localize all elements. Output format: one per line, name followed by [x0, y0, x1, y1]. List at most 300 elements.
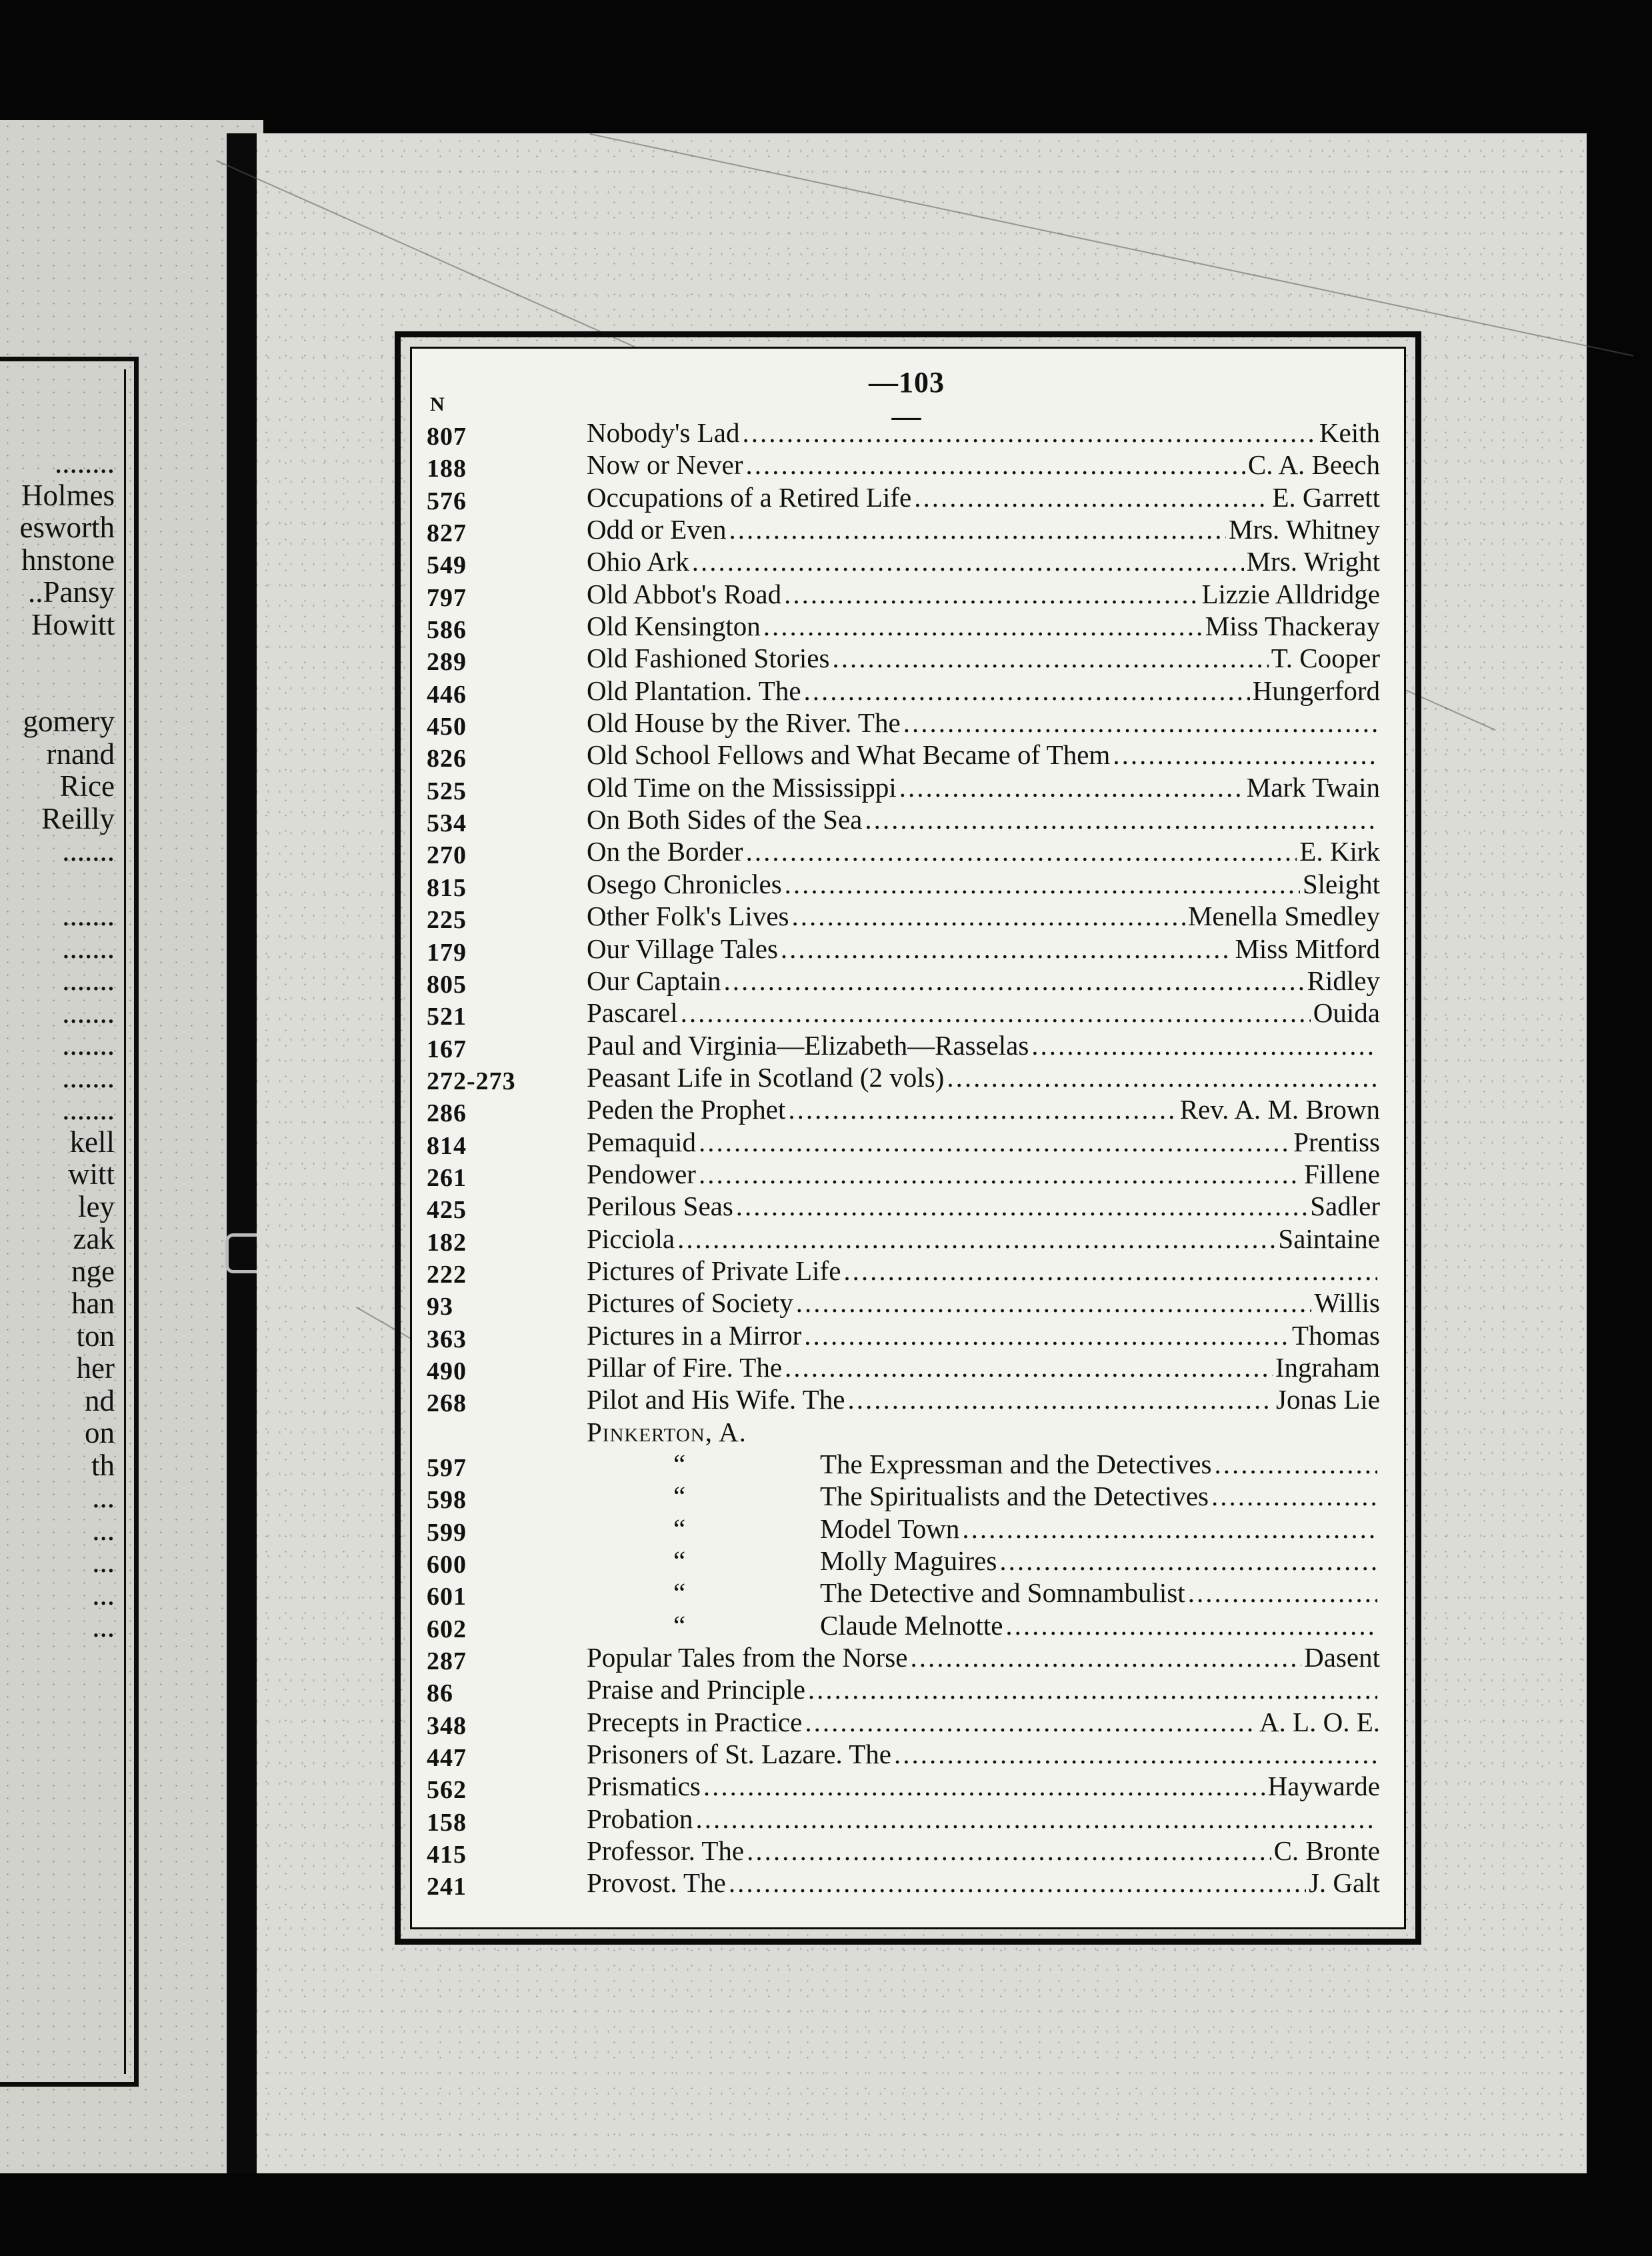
dot-leader	[903, 707, 1377, 733]
previous-page-line: .......	[62, 1029, 115, 1061]
entry-text	[820, 1609, 1380, 1641]
dot-leader	[703, 1770, 1265, 1797]
entry-text	[587, 1803, 1380, 1835]
entry-text	[587, 933, 1380, 965]
dot-leader	[1214, 1448, 1377, 1475]
dot-leader	[804, 1319, 1289, 1346]
previous-page-line: rnand	[46, 737, 115, 770]
entry-author: Miss Mitford	[1235, 933, 1380, 964]
catalog-number: 599	[427, 1518, 467, 1547]
book-spine	[227, 133, 257, 2173]
catalog-number: 272-273	[427, 1067, 516, 1095]
previous-page-line: Howitt	[31, 608, 115, 641]
previous-page-line: ...	[92, 1611, 115, 1643]
entry-text	[587, 545, 1380, 577]
catalog-number: 797	[427, 583, 467, 612]
previous-page-text	[0, 447, 115, 1643]
catalog-number: 521	[427, 1003, 467, 1031]
entry-title: Model Town	[820, 1513, 960, 1544]
entry-title: On the Border	[587, 836, 743, 867]
entry-author: J. Galt	[1308, 1867, 1380, 1899]
entry-text	[587, 1738, 1380, 1770]
catalog-number: 600	[427, 1551, 467, 1579]
entry-text	[587, 513, 1380, 545]
entry-text	[587, 1126, 1380, 1158]
dot-leader	[785, 868, 1300, 895]
entry-title: Pillar of Fire. The	[587, 1351, 783, 1383]
entry-author: Fillene	[1304, 1158, 1380, 1189]
previous-page-line: .......	[62, 931, 115, 964]
catalog-entry	[427, 1738, 1380, 1773]
entry-title: Perilous Seas	[587, 1191, 733, 1222]
entry-author: Jonas Lie	[1276, 1384, 1380, 1415]
entry-title: On Both Sides of the Sea	[587, 804, 863, 835]
dot-leader	[788, 1093, 1177, 1120]
catalog-entry	[427, 1383, 1380, 1418]
catalog-entry	[427, 1158, 1380, 1190]
catalog-entry	[427, 1673, 1380, 1708]
entry-title: Paul and Virginia—Elizabeth—Rasselas	[587, 1029, 1029, 1061]
entry-title: Molly Maguires	[820, 1545, 997, 1577]
catalog-entry	[427, 835, 1380, 870]
dot-leader	[1188, 1577, 1377, 1603]
entry-title: Nobody's Lad	[587, 417, 740, 448]
dot-leader	[695, 1803, 1377, 1829]
dot-leader	[681, 997, 1311, 1023]
entry-text	[587, 1867, 1380, 1899]
entry-text	[587, 642, 1380, 674]
catalog-entry	[427, 868, 1380, 900]
entry-title: Picciola	[587, 1223, 675, 1254]
entry-title: Pictures of Society	[587, 1287, 793, 1319]
dot-leader	[847, 1383, 1273, 1410]
previous-page-line	[0, 641, 115, 673]
previous-page-line: han	[71, 1287, 115, 1320]
entry-text	[587, 1158, 1380, 1190]
entry-title: Old Time on the Mississippi	[587, 771, 897, 803]
catalog-entry	[427, 1609, 1380, 1641]
entry-text	[820, 1480, 1380, 1512]
entry-title: Old Plantation. The	[587, 675, 801, 706]
entry-text	[587, 675, 1380, 707]
entry-text	[587, 1190, 1380, 1222]
catalog-number: 490	[427, 1357, 467, 1385]
previous-page-line: .......	[62, 835, 115, 867]
previous-page-line: esworth	[19, 511, 115, 544]
entry-text	[587, 1287, 1380, 1319]
entry-author: Miss Thackeray	[1205, 611, 1380, 642]
dot-leader	[843, 1255, 1377, 1281]
catalog-number: 179	[427, 938, 467, 967]
previous-page-line: ley	[78, 1190, 115, 1223]
entry-author: Ouida	[1313, 997, 1380, 1029]
catalog-number: 222	[427, 1260, 467, 1289]
entry-title: The Spiritualists and the Detectives	[820, 1481, 1209, 1512]
catalog-entry	[427, 1577, 1380, 1609]
catalog-number: 576	[427, 487, 467, 515]
previous-page-line: .......	[62, 996, 115, 1029]
previous-page-line: ...	[92, 1578, 115, 1611]
entry-author: Hungerford	[1252, 675, 1380, 706]
previous-page-line: ...	[92, 1481, 115, 1514]
entry-author: E. Kirk	[1299, 836, 1380, 867]
catalog-number: 158	[427, 1808, 467, 1837]
dot-leader	[746, 835, 1297, 862]
entry-text	[587, 1061, 1380, 1093]
entry-text	[820, 1545, 1380, 1577]
catalog-entry	[427, 1029, 1380, 1061]
catalog-entry	[427, 449, 1380, 481]
catalog-entry	[427, 417, 1380, 449]
catalog-number: 805	[427, 970, 467, 999]
catalog-number: 268	[427, 1389, 467, 1418]
entry-text	[587, 900, 1380, 932]
dot-leader	[1031, 1029, 1377, 1056]
entry-author: Saintaine	[1278, 1223, 1380, 1254]
entry-title: Ohio Ark	[587, 546, 689, 577]
entry-author: Ridley	[1307, 965, 1380, 996]
entry-text	[587, 739, 1380, 771]
catalog-entry	[427, 1319, 1380, 1351]
entry-title: Old House by the River. The	[587, 707, 901, 739]
entry-author: Mrs. Wright	[1246, 546, 1380, 577]
dot-leader	[699, 1158, 1301, 1185]
catalog-number: 93	[427, 1293, 453, 1321]
catalog-number: 597	[427, 1454, 467, 1482]
catalog-entry	[427, 1770, 1380, 1805]
ditto-mark: “	[673, 1513, 686, 1544]
catalog-entry	[427, 771, 1380, 803]
entry-text	[587, 868, 1380, 900]
catalog-number: 446	[427, 680, 467, 709]
catalog-entry	[427, 803, 1380, 838]
entry-title: Occupations of a Retired Life	[587, 481, 912, 513]
catalog-number: 241	[427, 1873, 467, 1901]
previous-page-line: ..Pansy	[27, 576, 115, 609]
catalog-number: 602	[427, 1615, 467, 1643]
dot-leader	[746, 449, 1245, 475]
catalog-entry	[427, 545, 1380, 580]
entry-author: Sadler	[1310, 1191, 1380, 1222]
entry-title: Peden the Prophet	[587, 1094, 786, 1125]
dot-leader	[832, 642, 1268, 669]
dot-leader	[784, 578, 1199, 605]
entry-text	[587, 965, 1380, 997]
catalog-entry	[427, 1061, 1380, 1093]
dot-leader	[781, 933, 1233, 959]
previous-page-line: th	[91, 1449, 115, 1481]
previous-page	[0, 120, 263, 2173]
catalog-number: 598	[427, 1486, 467, 1515]
catalog-entry	[427, 1835, 1380, 1867]
catalog-number: 348	[427, 1711, 467, 1740]
entry-text	[587, 1319, 1380, 1351]
dot-leader	[947, 1061, 1377, 1088]
dot-leader	[724, 965, 1305, 991]
catalog-entry	[427, 1351, 1380, 1383]
dot-leader	[805, 1706, 1257, 1733]
entry-author: Willis	[1314, 1287, 1380, 1319]
entry-title: Prisoners of St. Lazare. The	[587, 1739, 891, 1770]
entry-title: The Expressman and the Detectives	[820, 1449, 1212, 1479]
entry-text	[587, 1029, 1380, 1061]
entry-title: Old School Fellows and What Became of Them	[587, 739, 1111, 771]
entry-text	[587, 1255, 1380, 1287]
ditto-mark: “	[673, 1577, 686, 1609]
catalog-number: 289	[427, 648, 467, 677]
entry-author: Menella Smedley	[1187, 901, 1380, 932]
dot-leader	[999, 1545, 1377, 1571]
author-heading-wrap	[587, 1416, 1380, 1448]
entry-author: Thomas	[1291, 1319, 1380, 1351]
catalog-entry	[427, 481, 1380, 513]
previous-page-line: on	[85, 1417, 115, 1449]
catalog-number: 827	[427, 519, 467, 548]
entry-text	[587, 481, 1380, 513]
catalog-entry	[427, 965, 1380, 997]
entry-text	[587, 1383, 1380, 1415]
previous-page-line: gomery	[23, 705, 115, 738]
catalog-number: 270	[427, 841, 467, 870]
previous-page-line: nge	[71, 1255, 115, 1287]
entry-title: Provost. The	[587, 1867, 726, 1899]
catalog-number: 815	[427, 873, 467, 902]
previous-page-line: ton	[76, 1319, 115, 1352]
previous-page-line: .......	[62, 1061, 115, 1093]
dot-leader	[742, 417, 1316, 443]
previous-page-line: .......	[62, 964, 115, 997]
entry-title: Pemaquid	[587, 1126, 696, 1157]
entry-text	[587, 1706, 1380, 1738]
entry-author: Prentiss	[1293, 1126, 1380, 1157]
entry-title: Old Kensington	[587, 611, 761, 642]
catalog-number: 261	[427, 1163, 467, 1192]
previous-page-line: .......	[62, 899, 115, 932]
catalog-list	[427, 417, 1380, 1899]
catalog-entry	[427, 1545, 1380, 1577]
entry-title: Old Abbot's Road	[587, 578, 782, 609]
author-heading: Pinkerton, A.	[587, 1416, 747, 1447]
entry-title: Now or Never	[587, 449, 743, 481]
catalog-entry	[427, 1803, 1380, 1835]
previous-page-line: her	[76, 1352, 115, 1385]
dot-leader	[796, 1287, 1312, 1313]
catalog-entry	[427, 900, 1380, 935]
dot-leader	[962, 1513, 1377, 1539]
entry-author: Keith	[1319, 417, 1380, 448]
catalog-entry	[427, 1255, 1380, 1287]
previous-page-line: Reilly	[41, 802, 115, 835]
catalog-entry	[427, 1287, 1380, 1319]
previous-page-line	[0, 867, 115, 900]
previous-page-line: ...	[92, 1546, 115, 1579]
entry-text	[587, 1770, 1380, 1802]
entry-author: Rev. A. M. Brown	[1179, 1094, 1380, 1125]
entry-title: Precepts in Practice	[587, 1706, 803, 1737]
catalog-entry	[427, 642, 1380, 677]
entry-title: Pictures of Private Life	[587, 1255, 841, 1286]
entry-text	[587, 803, 1380, 835]
previous-page-line: .......	[62, 1093, 115, 1126]
scratch-mark	[590, 133, 1633, 357]
entry-title: Other Folk's Lives	[587, 901, 789, 932]
catalog-entry	[427, 1641, 1380, 1676]
dot-leader	[910, 1641, 1301, 1668]
catalog-number: 182	[427, 1228, 467, 1257]
entry-author: E. Garrett	[1272, 481, 1380, 513]
dot-leader	[1113, 739, 1377, 765]
entry-text	[587, 578, 1380, 610]
entry-title: Prismatics	[587, 1771, 701, 1802]
entry-author: Ingraham	[1275, 1351, 1380, 1383]
ditto-mark: “	[673, 1545, 686, 1577]
ditto-mark: “	[673, 1609, 686, 1641]
previous-page-line	[0, 673, 115, 706]
entry-author: T. Cooper	[1271, 643, 1380, 674]
entry-title: Our Village Tales	[587, 933, 778, 964]
catalog-entry	[427, 1093, 1380, 1128]
entry-text	[587, 997, 1380, 1029]
dot-leader	[785, 1351, 1273, 1378]
catalog-number: 534	[427, 809, 467, 838]
entry-text	[587, 707, 1380, 739]
catalog-number: 167	[427, 1035, 467, 1063]
previous-page-line: ...	[92, 1513, 115, 1546]
catalog-entry	[427, 1706, 1380, 1738]
entry-title: Our Captain	[587, 965, 721, 996]
previous-page-line: Holmes	[21, 479, 115, 511]
dot-leader	[729, 513, 1226, 540]
catalog-entry	[427, 1448, 1380, 1480]
dot-leader	[808, 1673, 1377, 1700]
page-number: —103—	[869, 366, 945, 433]
entry-title: Praise and Principle	[587, 1674, 805, 1705]
previous-page-line: witt	[67, 1158, 115, 1191]
catalog-number: 549	[427, 551, 467, 580]
catalog-number: 415	[427, 1841, 467, 1869]
entry-author: Mark Twain	[1246, 771, 1380, 803]
dot-leader	[747, 1835, 1271, 1861]
catalog-number: 188	[427, 455, 467, 483]
catalog-number: 286	[427, 1099, 467, 1128]
catalog-entry	[427, 1126, 1380, 1158]
catalog-number: 601	[427, 1583, 467, 1611]
author-heading-row	[427, 1416, 1380, 1448]
ditto-mark: “	[673, 1481, 686, 1512]
entry-text	[587, 1673, 1380, 1705]
previous-page-line: nd	[85, 1384, 115, 1417]
entry-author: C. A. Beech	[1247, 449, 1380, 481]
entry-author: C. Bronte	[1273, 1835, 1380, 1867]
dot-leader	[791, 900, 1185, 927]
entry-title: Pictures in a Mirror	[587, 1319, 802, 1351]
dot-leader	[729, 1867, 1306, 1893]
dot-leader	[692, 545, 1244, 572]
entry-title: Probation	[587, 1803, 693, 1834]
catalog-entry	[427, 578, 1380, 610]
catalog-number: 525	[427, 777, 467, 805]
entry-author: Lizzie Alldridge	[1201, 578, 1380, 609]
entry-author: A. L. O. E.	[1259, 1706, 1380, 1737]
entry-text	[587, 1835, 1380, 1867]
dot-leader	[865, 803, 1377, 830]
catalog-entry	[427, 675, 1380, 707]
dot-leader	[894, 1738, 1377, 1765]
entry-text	[587, 1223, 1380, 1255]
dot-leader	[699, 1126, 1291, 1153]
previous-page-line: kell	[69, 1125, 115, 1158]
catalog-number: 447	[427, 1744, 467, 1773]
entry-title: Pascarel	[587, 997, 678, 1029]
entry-author: Mrs. Whitney	[1228, 514, 1380, 545]
entry-text	[820, 1577, 1380, 1609]
catalog-entry	[427, 1513, 1380, 1545]
entry-text	[587, 1641, 1380, 1673]
entry-text	[587, 449, 1380, 481]
catalog-number: 450	[427, 713, 467, 741]
catalog-entry	[427, 707, 1380, 739]
entry-title: Professor. The	[587, 1835, 745, 1867]
entry-title: Odd or Even	[587, 514, 727, 545]
entry-text	[587, 417, 1380, 449]
catalog-entry	[427, 1223, 1380, 1255]
entry-title: Old Fashioned Stories	[587, 643, 830, 674]
entry-title: Osego Chronicles	[587, 868, 782, 899]
entry-title: Popular Tales from the Norse	[587, 1642, 908, 1673]
ditto-mark: “	[673, 1449, 686, 1479]
entry-title: Peasant Life in Scotland (2 vols)	[587, 1061, 945, 1093]
entry-text	[587, 610, 1380, 642]
previous-page-line: zak	[73, 1223, 115, 1255]
catalog-number: 807	[427, 423, 467, 451]
dot-leader	[914, 481, 1269, 508]
entry-author: Dasent	[1304, 1642, 1380, 1673]
catalog-number: 86	[427, 1679, 453, 1708]
entry-text	[587, 1093, 1380, 1125]
catalog-number: 425	[427, 1196, 467, 1225]
dot-leader	[1005, 1609, 1377, 1636]
catalog-number: 586	[427, 616, 467, 645]
dot-leader	[804, 675, 1250, 701]
previous-page-line: ........	[55, 447, 115, 479]
entry-text	[820, 1448, 1380, 1480]
catalog-entry	[427, 1190, 1380, 1225]
dot-leader	[763, 610, 1203, 637]
catalog-entry	[427, 610, 1380, 645]
entry-title: Pendower	[587, 1158, 696, 1189]
entry-text	[587, 771, 1380, 803]
catalog-number: 814	[427, 1131, 467, 1160]
catalog-number: 363	[427, 1325, 467, 1353]
dot-leader	[736, 1190, 1307, 1217]
catalog-entry	[427, 1867, 1380, 1899]
catalog-number: 287	[427, 1647, 467, 1676]
dot-leader	[899, 771, 1244, 798]
catalog-entry	[427, 1480, 1380, 1515]
catalog-entry	[427, 997, 1380, 1029]
entry-author: Sleight	[1302, 868, 1380, 899]
catalog-number: 826	[427, 745, 467, 773]
catalog-entry	[427, 933, 1380, 965]
previous-page-line: hnstone	[21, 543, 115, 576]
catalog-number: 562	[427, 1776, 467, 1805]
catalog-number: 225	[427, 906, 467, 935]
entry-author: Haywarde	[1267, 1771, 1380, 1802]
dot-leader	[677, 1223, 1275, 1249]
dot-leader	[1211, 1480, 1377, 1507]
catalog-entry	[427, 739, 1380, 771]
entry-title: The Detective and Somnambulist	[820, 1577, 1185, 1609]
